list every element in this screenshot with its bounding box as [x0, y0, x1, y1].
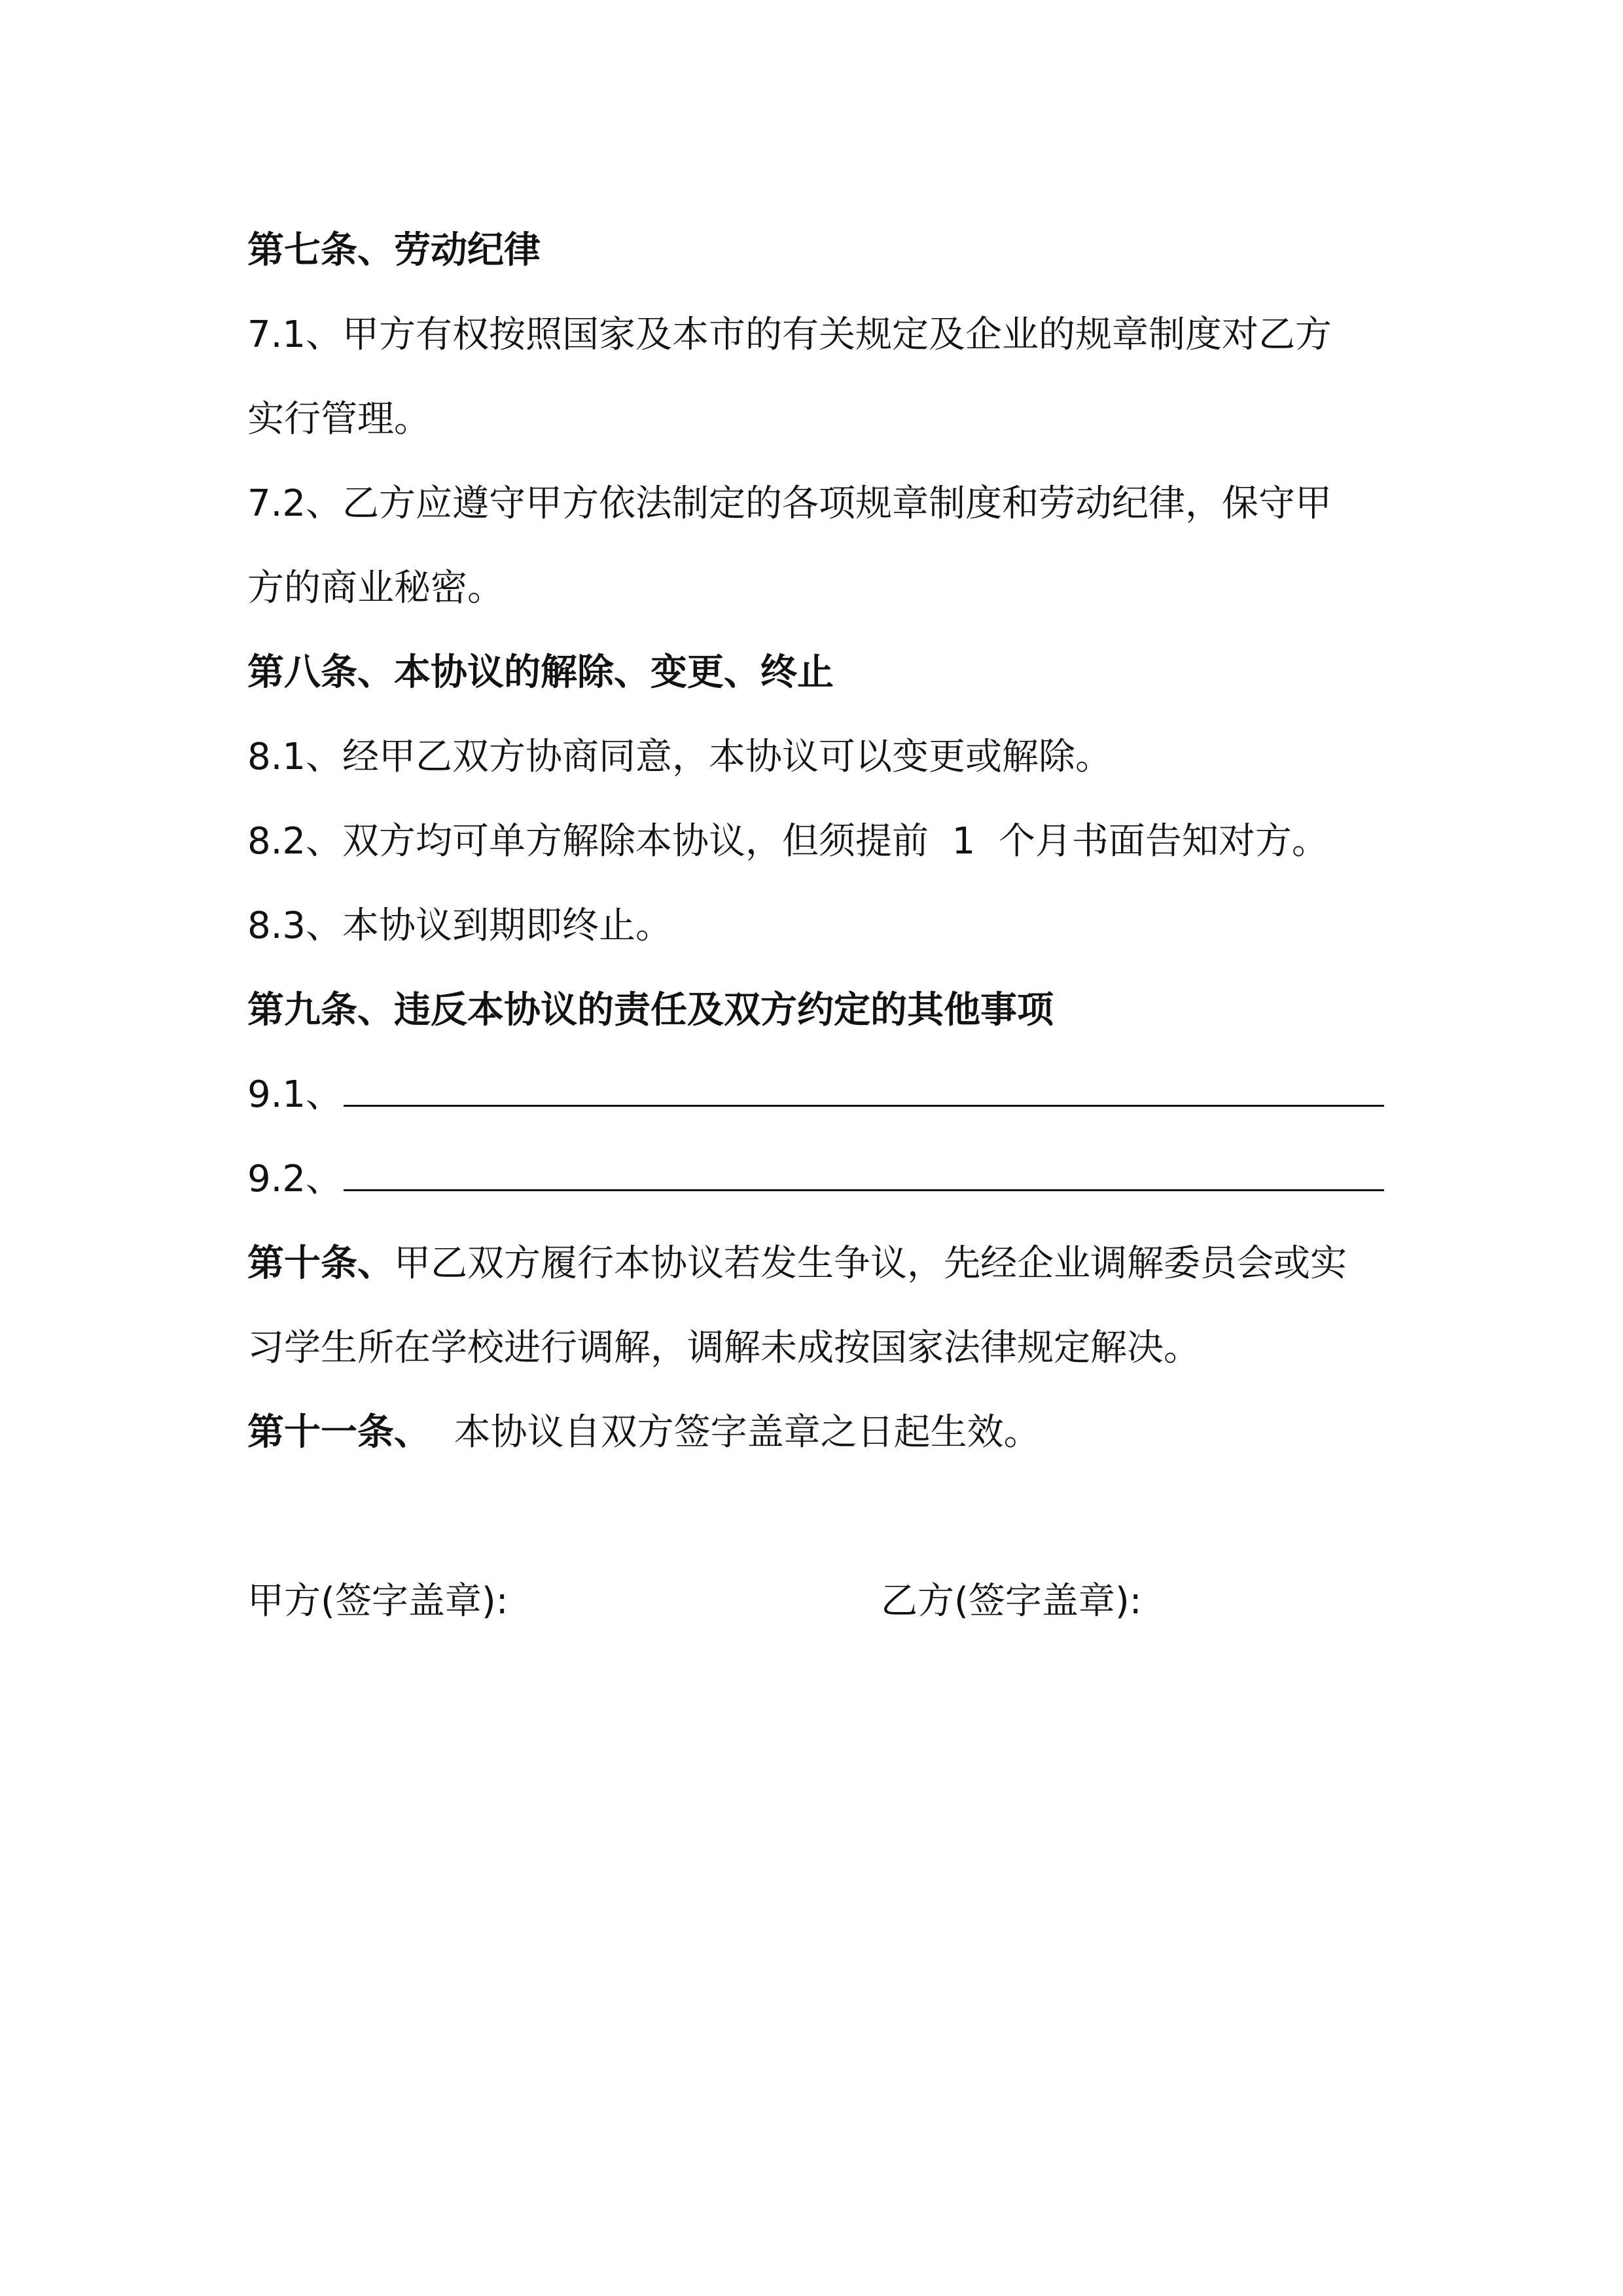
article-10-label: 第十条、 — [247, 1242, 394, 1285]
signature-block — [247, 1559, 1393, 1643]
clause-9-1-row — [247, 1052, 1393, 1137]
party-a-signature-label: 甲方(签字盖章): — [247, 1580, 508, 1623]
article-10-line-1 — [247, 1221, 1393, 1306]
article-10-line-2: 习学生所在学校进行调解，调解未成按国家法律规定解决。 — [247, 1327, 1200, 1369]
article-11-line — [247, 1390, 1393, 1475]
article-8-heading: 第八条、本协议的解除、变更、终止 — [247, 651, 834, 694]
clause-7-2-line-1: 7.2、乙方应遵守甲方依法制定的各项规章制度和劳动纪律，保守甲 — [247, 482, 1332, 525]
document-page — [247, 208, 1393, 1643]
clause-9-2-row — [247, 1137, 1393, 1221]
spacer — [247, 1475, 1393, 1559]
clause-7-2-line-2: 方的商业秘密。 — [247, 567, 504, 609]
clause-9-1-blank-line[interactable] — [344, 1062, 1384, 1107]
article-11-label: 第十一条、 — [247, 1411, 431, 1454]
clause-9-2-blank-line[interactable] — [344, 1146, 1384, 1191]
article-10-text: 甲乙双方履行本协议若发生争议，先经企业调解委员会或实 — [394, 1242, 1347, 1285]
clause-9-2-label: 9.2、 — [247, 1158, 343, 1200]
party-b-signature-label: 乙方(签字盖章): — [881, 1580, 1142, 1623]
article-11-text: 本协议自双方签字盖章之日起生效。 — [431, 1411, 1041, 1454]
article-9-heading: 第九条、违反本协议的责任及双方约定的其他事项 — [247, 989, 1054, 1031]
clause-8-1: 8.1、经甲乙双方协商同意，本协议可以变更或解除。 — [247, 736, 1113, 778]
article-7-heading: 第七条、劳动纪律 — [247, 229, 541, 272]
clause-7-1-line-2: 实行管理。 — [247, 398, 431, 440]
clause-8-3: 8.3、本协议到期即终止。 — [247, 905, 673, 947]
clause-8-2: 8.2、双方均可单方解除本协议，但须提前 1 个月书面告知对方。 — [247, 820, 1329, 863]
clause-9-1-label: 9.1、 — [247, 1073, 343, 1116]
clause-7-1-line-1: 7.1、甲方有权按照国家及本市的有关规定及企业的规章制度对乙方 — [247, 314, 1332, 356]
